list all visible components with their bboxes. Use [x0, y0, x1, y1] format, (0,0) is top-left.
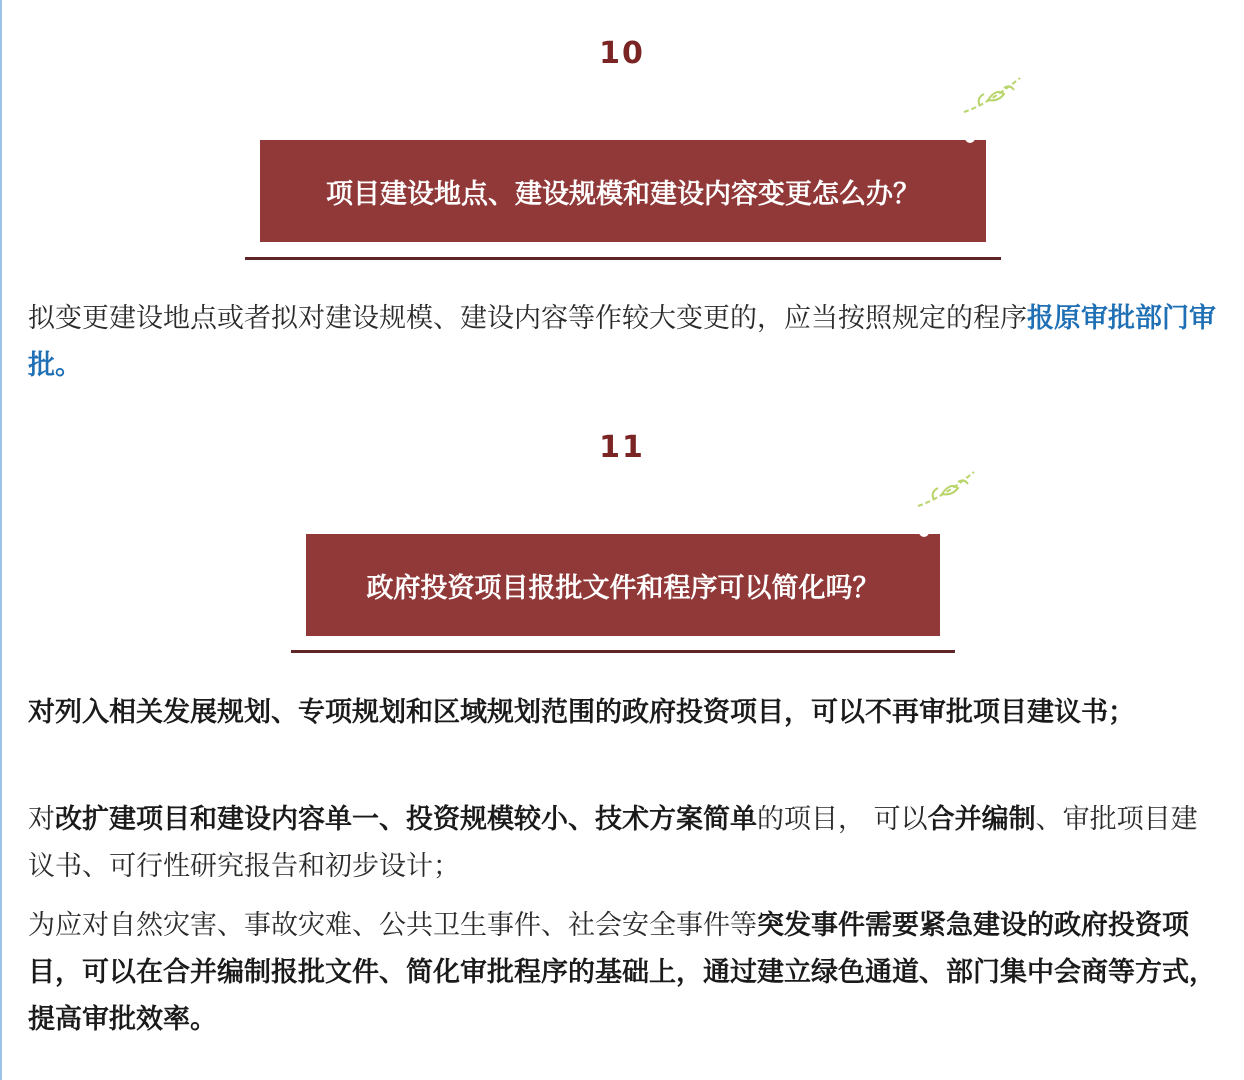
banner-dot: [919, 527, 929, 537]
answer-paragraph-3: [28, 902, 1218, 1043]
answer-bold-text: 合并编制: [927, 804, 1036, 835]
answer-bold-text: 改扩建项目和建设内容单一、投资规模较小、技术方案简单: [55, 804, 757, 835]
answer-text: 、审批项目建议书、可行性研究报告和初步设计；: [28, 804, 1198, 882]
section-title: 项目建设地点、建设规模和建设内容变更怎么办？: [326, 178, 920, 210]
section-title-banner: [306, 534, 940, 636]
banner-underline: [245, 257, 1001, 260]
leaf-sprig-icon: [912, 468, 982, 512]
answer-bold-text: 突发事件需要紧急建设的政府投资项目，可以在合并编制报批文件、简化审批程序的基础上，通过建立绿色通道、部门集中会商等方式，提高审批效率。: [28, 910, 1216, 1035]
answer-paragraph-1: [28, 689, 1218, 736]
answer-text: 为应对自然灾害、事故灾难、公共卫生事件、社会安全事件等: [28, 910, 757, 941]
banner-underline: [291, 650, 955, 653]
answer-highlight-link: 报原审批部门审批。: [28, 303, 1216, 381]
answer-paragraph: [28, 295, 1218, 389]
answer-text: 拟变更建设地点或者拟对建设规模、建设内容等作较大变更的，应当按照规定的程序: [28, 303, 1027, 334]
banner-dot: [965, 133, 975, 143]
answer-text: 对: [28, 804, 55, 835]
section-number: 10: [599, 36, 645, 71]
answer-text: 的项目， 可以: [757, 804, 928, 835]
section-title: 政府投资项目报批文件和程序可以简化吗？: [366, 572, 880, 604]
leaf-sprig-icon: [958, 74, 1028, 118]
section-title-banner: [260, 140, 986, 242]
answer-paragraph-2: [28, 796, 1218, 890]
section-number: 11: [599, 430, 645, 465]
page-left-border: [0, 0, 2, 1080]
answer-bold-text: 对列入相关发展规划、专项规划和区域规划范围的政府投资项目，可以不再审批项目建议书；: [28, 697, 1135, 728]
